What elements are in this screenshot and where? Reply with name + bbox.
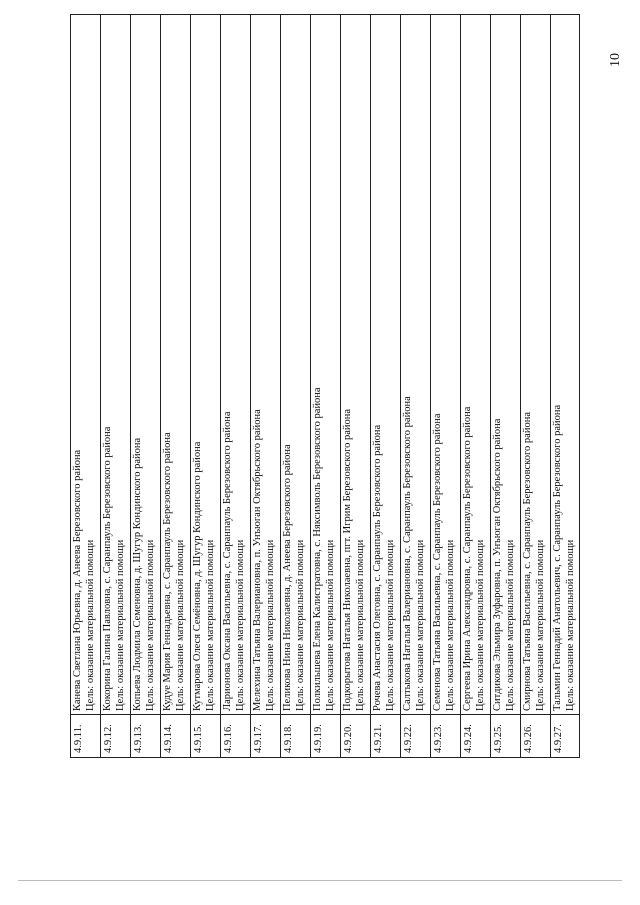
row-number: 4.9.22. bbox=[401, 714, 430, 758]
recipient-name: Пеликова Нина Николаевна, д. Анеева Березовского района bbox=[282, 444, 293, 711]
row-number: 4.9.15. bbox=[191, 714, 220, 758]
row-number: 4.9.12. bbox=[101, 714, 130, 758]
recipient-name: Копьева Людмила Семеновна, д. Шугур Кондинского района bbox=[132, 437, 143, 711]
recipients-table bbox=[70, 14, 580, 758]
row-number: 4.9.25. bbox=[491, 714, 520, 758]
row-number: 4.9.17. bbox=[251, 714, 280, 758]
table-row bbox=[280, 14, 310, 758]
table-row bbox=[520, 14, 550, 758]
table-row bbox=[70, 14, 100, 758]
recipient-purpose: Цель: оказание материальной помощи bbox=[234, 539, 246, 711]
table-row bbox=[460, 14, 490, 758]
recipient-purpose: Цель: оказание материальной помощи bbox=[144, 539, 156, 711]
recipient-name: Канева Светлана Юрьевна, д. Анеева Березовского района bbox=[72, 449, 83, 711]
row-content bbox=[431, 14, 460, 714]
row-content bbox=[521, 14, 550, 714]
row-content bbox=[71, 14, 100, 714]
recipient-name: Подкорытова Наталья Николаевна, пгт. Игрим Березовского района bbox=[342, 408, 353, 711]
table-row bbox=[430, 14, 460, 758]
row-number: 4.9.18. bbox=[281, 714, 310, 758]
row-number: 4.9.13. bbox=[131, 714, 160, 758]
row-content bbox=[101, 14, 130, 714]
recipient-purpose: Цель: оказание материальной помощи bbox=[384, 539, 396, 711]
row-content bbox=[311, 14, 340, 714]
recipient-name: Сергеева Ирина Александровна, с. Саранпауль Березовского района bbox=[462, 406, 473, 711]
recipient-name: Ситдикова Эльмира Зуфаровна, п. Унъюган Октябрьского района bbox=[492, 418, 503, 711]
row-content bbox=[191, 14, 220, 714]
table-row bbox=[160, 14, 190, 758]
recipient-purpose: Цель: оказание материальной помощи bbox=[84, 539, 96, 711]
row-content bbox=[341, 14, 370, 714]
table-row bbox=[100, 14, 130, 758]
row-content bbox=[371, 14, 400, 714]
bottom-rule bbox=[18, 880, 622, 881]
row-number: 4.9.27. bbox=[551, 714, 579, 758]
recipient-purpose: Цель: оказание материальной помощи bbox=[564, 539, 576, 711]
row-number: 4.9.14. bbox=[161, 714, 190, 758]
recipient-purpose: Цель: оказание материальной помощи bbox=[354, 539, 366, 711]
table-row bbox=[400, 14, 430, 758]
recipient-name: Кутмарова Олеся Семёновна, д. Шугур Кондинского района bbox=[192, 441, 203, 711]
row-number: 4.9.26. bbox=[521, 714, 550, 758]
recipient-name: Мелехина Татьяна Валериановна, п. Унъюган Октябрьского района bbox=[252, 409, 263, 711]
recipient-purpose: Цель: оказание материальной помощи bbox=[174, 539, 186, 711]
row-number: 4.9.19. bbox=[311, 714, 340, 758]
row-content bbox=[491, 14, 520, 714]
row-number: 4.9.16. bbox=[221, 714, 250, 758]
row-number: 4.9.20. bbox=[341, 714, 370, 758]
recipient-name: Кокорина Галина Павловна, с. Саранпауль Березовского района bbox=[102, 426, 113, 711]
row-content bbox=[551, 14, 579, 714]
row-number: 4.9.11. bbox=[71, 714, 100, 758]
recipient-purpose: Цель: оказание материальной помощи bbox=[474, 539, 486, 711]
table-row bbox=[220, 14, 250, 758]
row-number: 4.9.24. bbox=[461, 714, 490, 758]
table-row bbox=[550, 14, 580, 758]
recipient-purpose: Цель: оказание материальной помощи bbox=[294, 539, 306, 711]
recipient-purpose: Цель: оказание материальной помощи bbox=[534, 539, 546, 711]
rotated-table-area bbox=[70, 14, 580, 758]
recipient-name: Смирнова Татьяна Васильевна, с. Саранпауль Березовского района bbox=[522, 412, 533, 711]
recipient-name: Тальмин Геннадий Анатольевич, с. Саранпауль Березовского района bbox=[552, 404, 563, 711]
table-row bbox=[370, 14, 400, 758]
recipient-name: Кудуе Мария Геннадьевна, с. Саранпауль Березовского района bbox=[162, 432, 173, 711]
table-row bbox=[190, 14, 220, 758]
recipient-name: Семенова Татьяна Васильевна, с. Саранпауль Березовского района bbox=[432, 413, 443, 711]
page-number: 10 bbox=[608, 53, 623, 67]
row-number: 4.9.21. bbox=[371, 714, 400, 758]
row-content bbox=[161, 14, 190, 714]
recipient-purpose: Цель: оказание материальной помощи bbox=[504, 539, 516, 711]
table-row bbox=[340, 14, 370, 758]
table-row bbox=[490, 14, 520, 758]
table-row bbox=[310, 14, 340, 758]
row-content bbox=[401, 14, 430, 714]
recipient-name: Полкильшева Елена Калистратовна, с. Няксимволь Березовского района bbox=[312, 387, 323, 711]
row-content bbox=[281, 14, 310, 714]
recipient-purpose: Цель: оказание материальной помощи bbox=[324, 539, 336, 711]
recipient-purpose: Цель: оказание материальной помощи bbox=[204, 539, 216, 711]
row-content bbox=[221, 14, 250, 714]
row-content bbox=[461, 14, 490, 714]
recipient-name: Салтыкова Наталья Валериановна, с. Саранпауль Березовского района bbox=[402, 396, 413, 711]
recipient-purpose: Цель: оказание материальной помощи bbox=[264, 539, 276, 711]
row-content bbox=[131, 14, 160, 714]
recipient-purpose: Цель: оказание материальной помощи bbox=[444, 539, 456, 711]
recipient-name: Ларионова Оксана Васильевна, с. Саранпауль Березовского района bbox=[222, 411, 233, 711]
recipient-purpose: Цель: оказание материальной помощи bbox=[114, 539, 126, 711]
recipient-purpose: Цель: оказание материальной помощи bbox=[414, 539, 426, 711]
table-row bbox=[130, 14, 160, 758]
table-row bbox=[250, 14, 280, 758]
row-number: 4.9.23. bbox=[431, 714, 460, 758]
recipient-name: Рочева Анастасия Олеговна, с. Саранпауль Березовского района bbox=[372, 424, 383, 711]
row-content bbox=[251, 14, 280, 714]
